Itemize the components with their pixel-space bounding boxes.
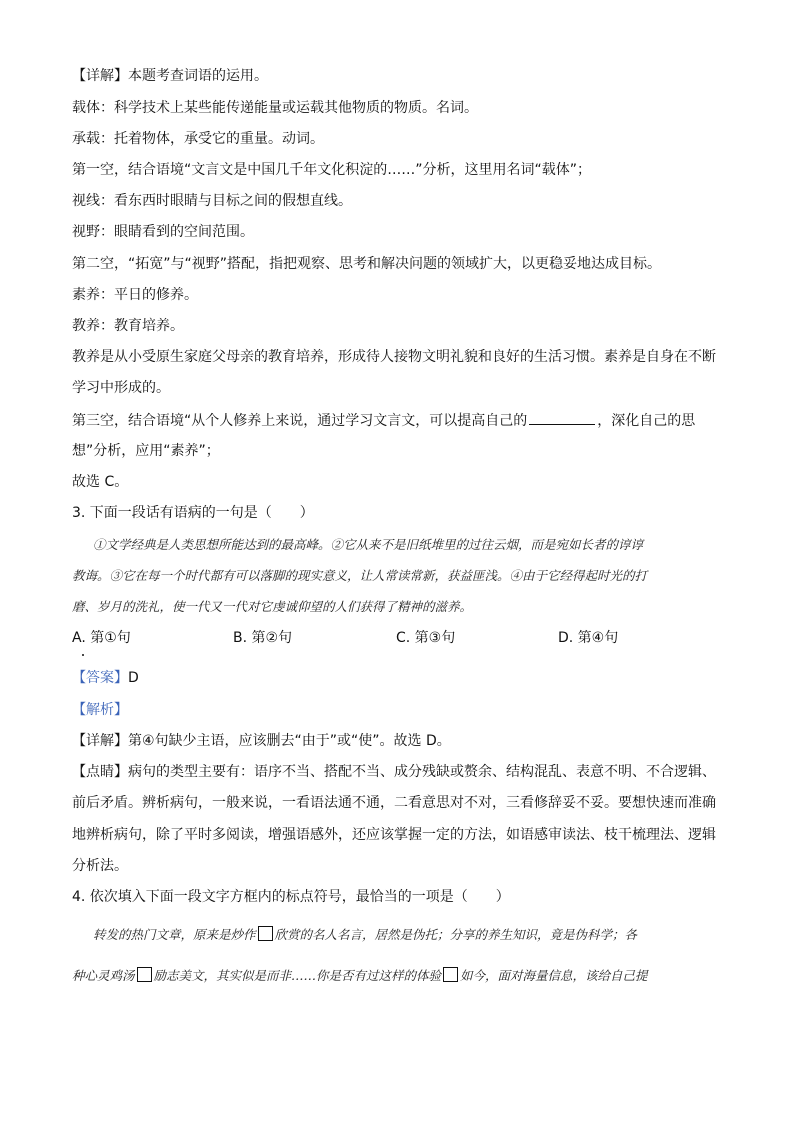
q2-line-7: 素养：平日的修养。 (72, 287, 198, 303)
q3-answer-line (72, 668, 139, 688)
q3-passage-line-1: ①文学经典是人类思想所能达到的最高峰。②它从来不是旧纸堆里的过往云烟，而是宛如长者的谆谆 (93, 537, 644, 552)
q4-line2-part2: 励志美文，其实似是而非……你是否有过这样的体验 (153, 968, 442, 983)
q3-tip-line-2: 前后矛盾。辨析病句，一般来说，一看语法通不通，二看意思对不对，三看修辞妥不妥。要想快速而准确 (72, 795, 716, 811)
q4-line1-part2: 欣赏的名人名言，居然是伪托；分享的养生知识，竟是伪科学；各 (274, 927, 638, 942)
q2-line-4: 视线：看东西时眼睛与目标之间的假想直线。 (72, 193, 352, 209)
q2-line-8: 教养：教育培养。 (72, 318, 184, 334)
punctuation-box-1 (258, 926, 273, 941)
q2-line-1: 载体：科学技术上某些能传递能量或运载其他物质的物质。名词。 (72, 100, 478, 116)
q2-line-3: 第一空，结合语境“文言文是中国几千年文化积淀的……”分析，这里用名词“载体”； (72, 162, 592, 178)
q3-tip-line-3: 地辨析病句，除了平时多阅读，增强语感外，还应该掌握一定的方法，如语感审读法、枝干梳理法、逻辑 (72, 827, 716, 843)
q3-answer-value: D (128, 670, 139, 686)
q2-line-2: 承载：托着物体，承受它的重量。动词。 (72, 131, 324, 147)
q3-option-d: D. 第④句 (558, 630, 619, 646)
q2-detail-line (72, 66, 268, 86)
q3-detail-text: 第④句缺少主语，应该删去“由于”或“使”。故选 D。 (128, 733, 451, 749)
q4-passage-line-2 (72, 966, 648, 986)
q2-conclusion: 故选 C。 (72, 474, 129, 490)
q4-line2-part1: 种心灵鸡汤 (72, 968, 135, 983)
q3-analysis-tag: 【解析】 (72, 702, 128, 718)
q3-tip-first: 病句的类型主要有：语序不当、搭配不当、成分残缺或赘余、结构混乱、表意不明、不合逻辑、 (128, 764, 716, 780)
q2-line-9: 教养是从小受原生家庭父母亲的教育培养，形成待人接物文明礼貌和良好的生活习惯。素养是自身在不断 (72, 349, 716, 365)
q2-line-10: 学习中形成的。 (72, 380, 170, 396)
q4-line1-part1: 转发的热门文章，原来是炒作 (93, 927, 256, 942)
q4-line2-part3: 如今，面对海量信息，该给自己提 (460, 968, 648, 983)
q2-blank-line (72, 410, 695, 430)
q3-detail-line (72, 731, 451, 751)
q4-passage-line-1 (93, 925, 637, 945)
q3-option-b: B. 第②句 (233, 630, 293, 646)
q2-line-5: 视野：眼睛看到的空间范围。 (72, 224, 254, 240)
punctuation-box-2 (137, 967, 152, 982)
q2-line-after-blank: 想”分析，应用“素养”； (72, 443, 220, 459)
q3-tip-tag: 【点睛】 (72, 764, 128, 780)
q3-detail-tag: 【详解】 (72, 733, 128, 749)
q3-passage-line-2: 教诲。③它在每一个时代都有可以落脚的现实意义，让人常读常新，获益匪浅。④由于它经得起时光的打 (72, 568, 648, 583)
q2-detail-text: 本题考查词语的运用。 (128, 68, 268, 84)
punctuation-box-3 (443, 967, 458, 982)
q4-stem: 4. 依次填入下面一段文字方框内的标点符号，最恰当的一项是（ ） (72, 889, 510, 905)
q3-answer-tag: 【答案】 (72, 670, 128, 686)
q3-option-c: C. 第③句 (396, 630, 456, 646)
fill-blank (529, 410, 595, 425)
stray-dot (82, 654, 84, 656)
q2-blank-after: ，深化自己的思 (597, 413, 696, 429)
q3-option-a: A. 第①句 (72, 630, 131, 646)
q2-line-6: 第二空，“拓宽”与“视野”搭配，指把观察、思考和解决问题的领域扩大，以更稳妥地达成目标。 (72, 256, 662, 272)
q3-stem: 3. 下面一段话有语病的一句是（ ） (72, 505, 314, 521)
q3-passage-line-3: 磨、岁月的洗礼，使一代又一代对它虔诚仰望的人们获得了精神的滋养。 (72, 599, 473, 614)
q3-tip-line-4: 分析法。 (72, 858, 128, 874)
q2-blank-before: 第三空，结合语境“从个人修养上来说，通过学习文言文，可以提高自己的 (72, 413, 528, 429)
q2-detail-tag: 【详解】 (72, 68, 128, 84)
q3-tip-line (72, 762, 716, 782)
